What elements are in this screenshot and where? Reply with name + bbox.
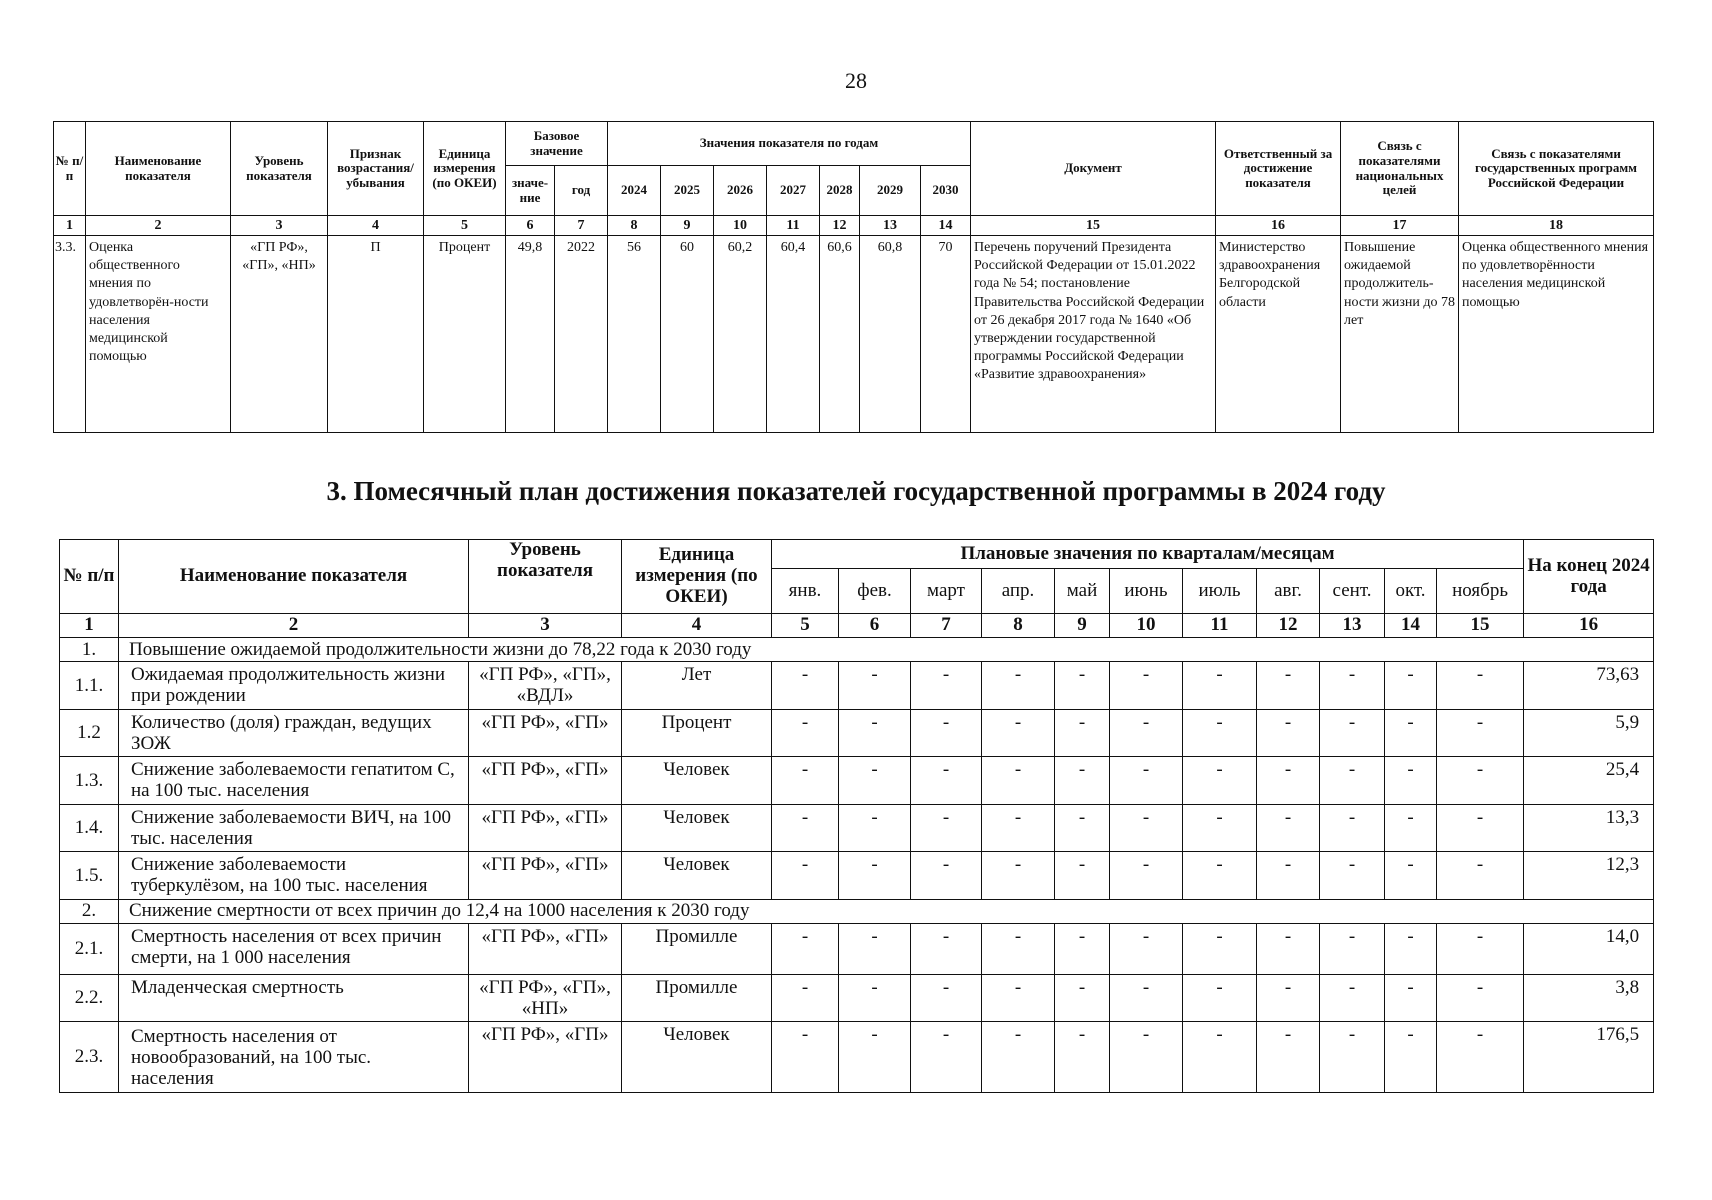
t2-column-numbers	[60, 614, 1654, 638]
row-month-value: -	[982, 1021, 1055, 1092]
row-month-value: -	[1257, 852, 1320, 900]
row-month-value: -	[1385, 662, 1437, 710]
row-level: «ГП РФ», «ГП»	[469, 804, 622, 852]
row-unit: Человек	[622, 757, 772, 805]
t2-column-number: 4	[622, 614, 772, 638]
t1-row-value: 70	[921, 236, 971, 433]
t1-row-level: «ГП РФ», «ГП», «НП»	[231, 236, 328, 433]
group-title: Снижение смертности от всех причин до 12,4 на 1000 населения к 2030 году	[119, 899, 1654, 923]
t1-row-trend: П	[328, 236, 424, 433]
row-level: «ГП РФ», «ГП»	[469, 852, 622, 900]
t1-header-year: 2025	[661, 166, 714, 216]
row-month-value: -	[982, 974, 1055, 1021]
row-month-value: -	[839, 852, 911, 900]
row-name: Младенческая смертность	[119, 974, 469, 1021]
row-month-value: -	[839, 1021, 911, 1092]
t1-row-num: 3.3.	[54, 236, 86, 433]
t2-column-number: 12	[1257, 614, 1320, 638]
monthly-plan-table	[59, 539, 1654, 1093]
t2-header-end: На конец 2024 года	[1524, 540, 1654, 614]
row-month-value: -	[1437, 923, 1524, 974]
row-month-value: -	[911, 709, 982, 757]
t1-row-responsible: Министерство здравоохранения Белгородской области	[1216, 236, 1341, 433]
t1-header-by-years: Значения показателя по годам	[608, 122, 971, 166]
group-row	[60, 638, 1654, 662]
t1-row-value: 60,4	[767, 236, 820, 433]
row-month-value: -	[1437, 1021, 1524, 1092]
t2-header-level: Уровень показателя	[469, 540, 622, 614]
row-unit: Человек	[622, 852, 772, 900]
t2-header-name: Наименование показателя	[119, 540, 469, 614]
row-month-value: -	[1320, 923, 1385, 974]
t1-header-responsible: Ответственный за достижение показателя	[1216, 122, 1341, 216]
t1-column-number: 15	[971, 216, 1216, 236]
row-month-value: -	[911, 662, 982, 710]
group-title: Повышение ожидаемой продолжительности жизни до 78,22 года к 2030 году	[119, 638, 1654, 662]
t2-header-month: янв.	[772, 569, 839, 614]
t1-column-numbers	[54, 216, 1654, 236]
row-num: 2.3.	[60, 1021, 119, 1092]
t1-header-year: 2028	[820, 166, 860, 216]
t1-column-number: 2	[86, 216, 231, 236]
row-unit: Человек	[622, 1021, 772, 1092]
row-month-value: -	[1257, 662, 1320, 710]
section-title: 3. Помесячный план достижения показателей государственной программы в 2024 году	[326, 476, 1386, 506]
row-month-value: -	[1055, 852, 1110, 900]
t1-column-number: 9	[661, 216, 714, 236]
row-unit: Промилле	[622, 974, 772, 1021]
row-month-value: -	[1385, 974, 1437, 1021]
row-month-value: -	[772, 757, 839, 805]
row-month-value: -	[1257, 974, 1320, 1021]
row-end-value: 176,5	[1524, 1021, 1654, 1092]
t1-column-number: 11	[767, 216, 820, 236]
page-number: 28	[845, 68, 867, 93]
t1-header-state-programs: Связь с показателями государственных программ Российской Федерации	[1459, 122, 1654, 216]
t2-header-month: май	[1055, 569, 1110, 614]
row-month-value: -	[1385, 757, 1437, 805]
row-unit: Процент	[622, 709, 772, 757]
t1-row-state-programs: Оценка общественного мнения по удовлетворённости населения медицинской помощью	[1459, 236, 1654, 433]
row-month-value: -	[772, 1021, 839, 1092]
t1-header-base-value: значе-ние	[506, 166, 555, 216]
row-month-value: -	[1183, 709, 1257, 757]
row-name: Ожидаемая продолжительность жизни при рождении	[119, 662, 469, 710]
t2-header-month: фев.	[839, 569, 911, 614]
row-month-value: -	[1055, 974, 1110, 1021]
row-month-value: -	[1257, 709, 1320, 757]
row-month-value: -	[772, 923, 839, 974]
t2-column-number: 13	[1320, 614, 1385, 638]
t1-row-value: 60,2	[714, 236, 767, 433]
t2-header-month: апр.	[982, 569, 1055, 614]
row-num: 1.4.	[60, 804, 119, 852]
row-month-value: -	[839, 709, 911, 757]
row-month-value: -	[1257, 804, 1320, 852]
row-month-value: -	[839, 757, 911, 805]
row-month-value: -	[1385, 804, 1437, 852]
group-num: 1.	[60, 638, 119, 662]
t2-header-unit: Единица измерения (по ОКЕИ)	[622, 540, 772, 614]
row-month-value: -	[1110, 852, 1183, 900]
indicators-table	[53, 121, 1654, 433]
t1-column-number: 14	[921, 216, 971, 236]
row-month-value: -	[1110, 1021, 1183, 1092]
row-end-value: 73,63	[1524, 662, 1654, 710]
t1-header-num: № п/п	[54, 122, 86, 216]
row-month-value: -	[1437, 974, 1524, 1021]
t1-header-level: Уровень показателя	[231, 122, 328, 216]
table-row	[60, 852, 1654, 900]
row-num: 1.5.	[60, 852, 119, 900]
row-level: «ГП РФ», «ГП», «НП»	[469, 974, 622, 1021]
t2-column-number: 16	[1524, 614, 1654, 638]
table-row	[60, 923, 1654, 974]
row-month-value: -	[772, 974, 839, 1021]
t2-header-month: март	[911, 569, 982, 614]
t1-row-national-goals: Повышение ожидаемой продолжитель-ности жизни до 78 лет	[1341, 236, 1459, 433]
row-month-value: -	[911, 852, 982, 900]
row-level: «ГП РФ», «ГП», «ВДЛ»	[469, 662, 622, 710]
t1-header-unit: Единица измерения (по ОКЕИ)	[424, 122, 506, 216]
row-month-value: -	[772, 852, 839, 900]
table-row	[60, 662, 1654, 710]
t2-header-num: № п/п	[60, 540, 119, 614]
row-num: 2.1.	[60, 923, 119, 974]
row-month-value: -	[1110, 757, 1183, 805]
t2-header-month: авг.	[1257, 569, 1320, 614]
t1-header-name: Наименование показателя	[86, 122, 231, 216]
row-name: Снижение заболеваемости туберкулёзом, на 100 тыс. населения	[119, 852, 469, 900]
t1-row-unit: Процент	[424, 236, 506, 433]
row-month-value: -	[982, 923, 1055, 974]
t2-column-number: 1	[60, 614, 119, 638]
row-unit: Промилле	[622, 923, 772, 974]
t2-column-number: 10	[1110, 614, 1183, 638]
row-month-value: -	[772, 804, 839, 852]
row-month-value: -	[1110, 662, 1183, 710]
row-month-value: -	[1437, 852, 1524, 900]
t2-column-number: 11	[1183, 614, 1257, 638]
row-month-value: -	[1257, 923, 1320, 974]
t2-column-number: 14	[1385, 614, 1437, 638]
row-month-value: -	[982, 804, 1055, 852]
row-month-value: -	[839, 662, 911, 710]
table-row	[60, 709, 1654, 757]
row-end-value: 13,3	[1524, 804, 1654, 852]
row-month-value: -	[911, 1021, 982, 1092]
row-month-value: -	[1437, 757, 1524, 805]
row-month-value: -	[839, 923, 911, 974]
t1-row-name: Оценка общественного мнения по удовлетворён-ности населения медицинской помощью	[86, 236, 231, 433]
row-month-value: -	[1437, 662, 1524, 710]
t2-column-number: 3	[469, 614, 622, 638]
t1-header-year: 2027	[767, 166, 820, 216]
row-end-value: 12,3	[1524, 852, 1654, 900]
t1-row-document: Перечень поручений Президента Российской Федерации от 15.01.2022 года № 54; постановление Правительства Российской Федерации от 26 декабря 2017 года № 1640 «Об утверждении государственной программы Российской Федерации «Развитие здравоохранения»	[971, 236, 1216, 433]
row-num: 1.3.	[60, 757, 119, 805]
t2-header-month: июль	[1183, 569, 1257, 614]
t2-header-month: июнь	[1110, 569, 1183, 614]
row-end-value: 5,9	[1524, 709, 1654, 757]
t1-column-number: 6	[506, 216, 555, 236]
row-month-value: -	[1055, 923, 1110, 974]
t1-header-base-year: год	[555, 166, 608, 216]
t2-header-month: ноябрь	[1437, 569, 1524, 614]
table-row	[60, 757, 1654, 805]
t1-column-number: 16	[1216, 216, 1341, 236]
t1-header-year: 2030	[921, 166, 971, 216]
row-month-value: -	[1110, 974, 1183, 1021]
row-month-value: -	[1257, 757, 1320, 805]
row-level: «ГП РФ», «ГП»	[469, 709, 622, 757]
t1-header-document: Документ	[971, 122, 1216, 216]
t1-row-base-value: 49,8	[506, 236, 555, 433]
t1-header-year: 2024	[608, 166, 661, 216]
t2-column-number: 7	[911, 614, 982, 638]
row-month-value: -	[1385, 709, 1437, 757]
row-unit: Лет	[622, 662, 772, 710]
t2-header-month: сент.	[1320, 569, 1385, 614]
t1-header-trend: Признак возрастания/ убывания	[328, 122, 424, 216]
t1-column-number: 3	[231, 216, 328, 236]
t2-column-number: 5	[772, 614, 839, 638]
row-month-value: -	[772, 709, 839, 757]
row-end-value: 14,0	[1524, 923, 1654, 974]
row-month-value: -	[1320, 662, 1385, 710]
row-month-value: -	[1385, 923, 1437, 974]
row-month-value: -	[839, 804, 911, 852]
row-name: Смертность населения от всех причин смерти, на 1 000 населения	[119, 923, 469, 974]
t1-column-number: 1	[54, 216, 86, 236]
row-month-value: -	[1110, 804, 1183, 852]
t1-header-year: 2029	[860, 166, 921, 216]
row-month-value: -	[1183, 923, 1257, 974]
t2-column-number: 8	[982, 614, 1055, 638]
row-month-value: -	[1055, 1021, 1110, 1092]
row-month-value: -	[1110, 923, 1183, 974]
row-month-value: -	[911, 974, 982, 1021]
t1-row-value: 60	[661, 236, 714, 433]
t1-column-number: 5	[424, 216, 506, 236]
row-level: «ГП РФ», «ГП»	[469, 1021, 622, 1092]
row-month-value: -	[1183, 804, 1257, 852]
t2-column-number: 9	[1055, 614, 1110, 638]
table-row	[60, 804, 1654, 852]
table-row	[60, 974, 1654, 1021]
row-month-value: -	[982, 662, 1055, 710]
row-name: Количество (доля) граждан, ведущих ЗОЖ	[119, 709, 469, 757]
row-end-value: 25,4	[1524, 757, 1654, 805]
row-month-value: -	[1110, 709, 1183, 757]
row-month-value: -	[1055, 804, 1110, 852]
row-month-value: -	[772, 662, 839, 710]
group-num: 2.	[60, 899, 119, 923]
t2-column-number: 15	[1437, 614, 1524, 638]
row-month-value: -	[1437, 709, 1524, 757]
row-month-value: -	[1257, 1021, 1320, 1092]
row-month-value: -	[1320, 757, 1385, 805]
row-month-value: -	[1055, 662, 1110, 710]
t2-column-number: 2	[119, 614, 469, 638]
row-month-value: -	[1320, 852, 1385, 900]
row-month-value: -	[1320, 974, 1385, 1021]
row-month-value: -	[1437, 804, 1524, 852]
row-month-value: -	[1320, 709, 1385, 757]
row-month-value: -	[982, 757, 1055, 805]
t1-column-number: 10	[714, 216, 767, 236]
row-name: Снижение заболеваемости ВИЧ, на 100 тыс. населения	[119, 804, 469, 852]
t1-row-value: 56	[608, 236, 661, 433]
row-month-value: -	[911, 757, 982, 805]
t1-column-number: 13	[860, 216, 921, 236]
row-num: 1.1.	[60, 662, 119, 710]
t1-column-number: 12	[820, 216, 860, 236]
row-month-value: -	[1055, 757, 1110, 805]
row-name: Смертность населения от новообразований, на 100 тыс. населения	[119, 1021, 469, 1092]
t1-column-number: 8	[608, 216, 661, 236]
t1-column-number: 17	[1341, 216, 1459, 236]
row-month-value: -	[1183, 852, 1257, 900]
t2-column-number: 6	[839, 614, 911, 638]
row-month-value: -	[1320, 1021, 1385, 1092]
row-month-value: -	[1183, 1021, 1257, 1092]
row-unit: Человек	[622, 804, 772, 852]
row-month-value: -	[911, 923, 982, 974]
row-month-value: -	[1183, 757, 1257, 805]
t1-row-value: 60,6	[820, 236, 860, 433]
row-month-value: -	[1320, 804, 1385, 852]
row-num: 1.2	[60, 709, 119, 757]
t2-header-plan: Плановые значения по кварталам/месяцам	[772, 540, 1524, 569]
row-level: «ГП РФ», «ГП»	[469, 757, 622, 805]
t1-header-national-goals: Связь с показателями национальных целей	[1341, 122, 1459, 216]
row-month-value: -	[839, 974, 911, 1021]
table-row	[60, 1021, 1654, 1092]
t1-column-number: 18	[1459, 216, 1654, 236]
row-num: 2.2.	[60, 974, 119, 1021]
t1-header-base: Базовое значение	[506, 122, 608, 166]
row-month-value: -	[1055, 709, 1110, 757]
row-month-value: -	[982, 709, 1055, 757]
row-month-value: -	[982, 852, 1055, 900]
t1-header-year: 2026	[714, 166, 767, 216]
group-row	[60, 899, 1654, 923]
t2-header-month: окт.	[1385, 569, 1437, 614]
row-name: Снижение заболеваемости гепатитом С, на 100 тыс. населения	[119, 757, 469, 805]
row-month-value: -	[1385, 1021, 1437, 1092]
t1-table-row	[54, 236, 1654, 433]
row-month-value: -	[1183, 974, 1257, 1021]
row-month-value: -	[1385, 852, 1437, 900]
row-month-value: -	[1183, 662, 1257, 710]
t1-row-value: 60,8	[860, 236, 921, 433]
row-level: «ГП РФ», «ГП»	[469, 923, 622, 974]
t1-column-number: 4	[328, 216, 424, 236]
t1-column-number: 7	[555, 216, 608, 236]
row-end-value: 3,8	[1524, 974, 1654, 1021]
row-month-value: -	[911, 804, 982, 852]
t1-row-base-year: 2022	[555, 236, 608, 433]
